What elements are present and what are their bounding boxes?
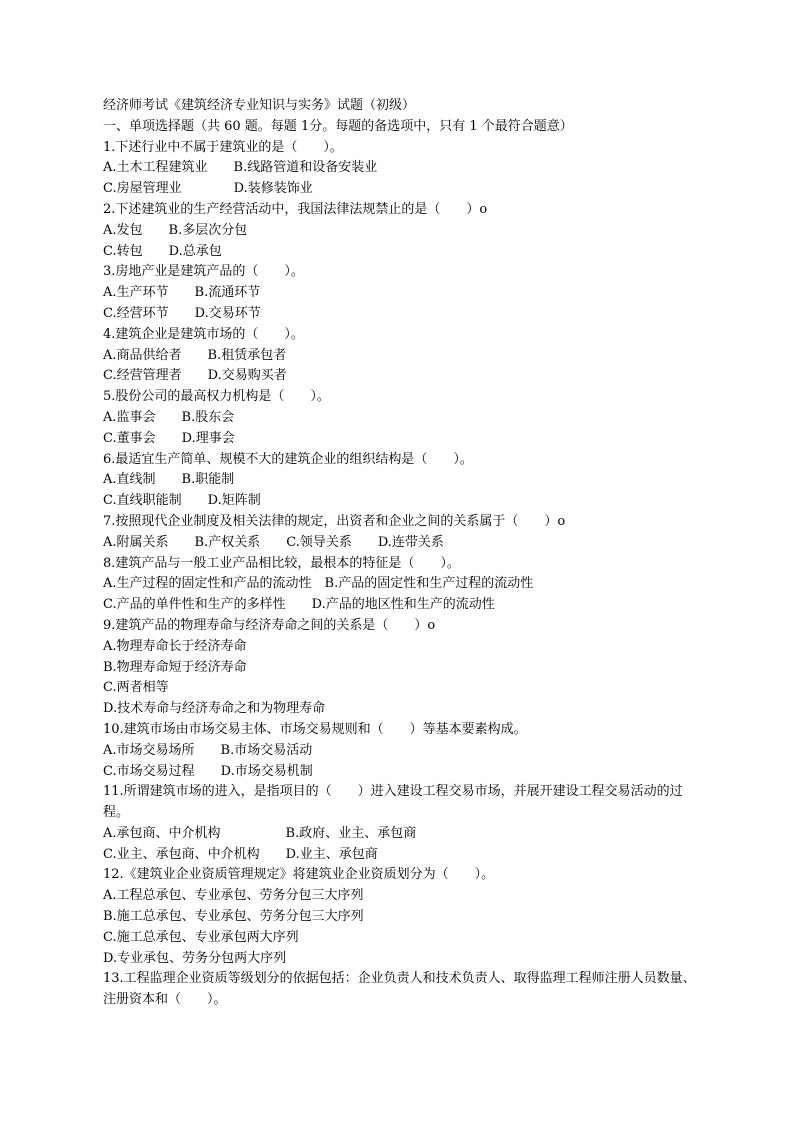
question-item xyxy=(103,450,703,512)
question-item xyxy=(103,554,703,616)
answer-options: C.两者相等 xyxy=(103,680,169,696)
question-stem: 7.按照现代企业制度及相关法律的规定，出资者和企业之间的关系属于（ ）o xyxy=(103,513,566,529)
question-stem: 1.下述行业中不属于建筑业的是（ ）。 xyxy=(103,139,343,155)
answer-options: C.施工总承包、专业承包两大序列 xyxy=(103,929,299,945)
answer-options: A.生产环节 B.流通环节 xyxy=(103,285,261,301)
question-stem: 8.建筑产品与一般工业产品相比较，最根本的特征是（ ）。 xyxy=(103,555,460,571)
question-stem: 10.建筑市场由市场交易主体、市场交易规则和（ ）等基本要素构成。 xyxy=(103,721,527,737)
question-item xyxy=(103,262,703,324)
answer-options: A.工程总承包、专业承包、劳务分包三大序列 xyxy=(103,888,364,904)
question-stem: 4.建筑企业是建筑市场的（ ）。 xyxy=(103,326,304,342)
question-stem: 11.所谓建筑市场的进入，是指项目的（ ）进入建设工程交易市场，并展开建设工程交易活动的过程。 xyxy=(103,784,683,821)
question-item xyxy=(103,616,703,720)
answer-options: A.物理寿命长于经济寿命 xyxy=(103,638,247,654)
answer-options: A.发包 B.多层次分包 xyxy=(103,222,248,238)
answer-options: C.经营管理者 D.交易购买者 xyxy=(103,368,287,384)
answer-options: A.土木工程建筑业 B.线路管道和设备安装业 xyxy=(103,160,378,176)
answer-options: C.转包 D.总承包 xyxy=(103,243,222,259)
answer-options: A.商品供给者 B.租赁承包者 xyxy=(103,347,287,363)
answer-options: D.技术寿命与经济寿命之和为物理寿命 xyxy=(103,701,326,717)
answer-options: C.产品的单件性和生产的多样性 D.产品的地区性和生产的流动性 xyxy=(103,597,495,613)
document-title: 经济师考试《建筑经济专业知识与实务》试题（初级） xyxy=(103,98,416,113)
section-heading: 一、单项选择题（共 60 题。每题 1分。每题的备选项中，只有 1 个最符合题意） xyxy=(103,118,573,134)
question-item xyxy=(103,865,703,969)
question-item xyxy=(103,325,703,387)
question-item xyxy=(103,720,703,782)
answer-options: A.生产过程的固定性和产品的流动性 B.产品的固定性和生产过程的流动性 xyxy=(103,576,534,592)
question-item xyxy=(103,782,703,865)
answer-options: C.业主、承包商、中介机构 D.业主、承包商 xyxy=(103,846,378,862)
answer-options: A.市场交易场所 B.市场交易活动 xyxy=(103,742,313,758)
answer-options: C.董事会 D.理事会 xyxy=(103,430,235,446)
answer-options: A.附属关系 B.产权关系 C.领导关系 D.连带关系 xyxy=(103,534,444,550)
question-stem: 2.下述建筑业的生产经营活动中，我国法律法规禁止的是（ ）o xyxy=(103,201,488,217)
answer-options: D.专业承包、劳务分包两大序列 xyxy=(103,950,287,966)
answer-options: B.施工总承包、专业承包、劳务分包三大序列 xyxy=(103,909,364,925)
exam-content xyxy=(103,96,703,1011)
answer-options: A.监事会 B.股东会 xyxy=(103,409,235,425)
answer-options: C.房屋管理业 D.装修装饰业 xyxy=(103,181,313,197)
question-stem: 12.《建筑业企业资质管理规定》将建筑业企业资质划分为（ ）。 xyxy=(103,867,495,883)
answer-options: B.物理寿命短于经济寿命 xyxy=(103,659,247,675)
answer-options: C.市场交易过程 D.市场交易机制 xyxy=(103,763,313,779)
question-stem: 6.最适宜生产简单、规模不大的建筑企业的组织结构是（ ）。 xyxy=(103,451,473,467)
answer-options: A.直线制 B.职能制 xyxy=(103,472,235,488)
question-item xyxy=(103,387,703,449)
question-stem: 13.工程监理企业资质等级划分的依据包括：企业负责人和技术负责人、取得监理工程师注册人员数量、注册资本和（ ）。 xyxy=(103,971,696,1008)
question-stem: 5.股份公司的最高权力机构是（ ）。 xyxy=(103,389,330,405)
question-item xyxy=(103,512,703,554)
question-stem: 9.建筑产品的物理寿命与经济寿命之间的关系是（ ）o xyxy=(103,617,436,633)
question-stem: 3.房地产业是建筑产品的（ ）。 xyxy=(103,264,304,280)
question-item xyxy=(103,200,703,262)
question-list xyxy=(103,138,703,1011)
answer-options: A.承包商、中介机构 B.政府、业主、承包商 xyxy=(103,825,417,841)
answer-options: C.经营环节 D.交易环节 xyxy=(103,305,261,321)
question-item xyxy=(103,138,703,200)
question-item xyxy=(103,969,703,1011)
answer-options: C.直线职能制 D.矩阵制 xyxy=(103,493,261,509)
